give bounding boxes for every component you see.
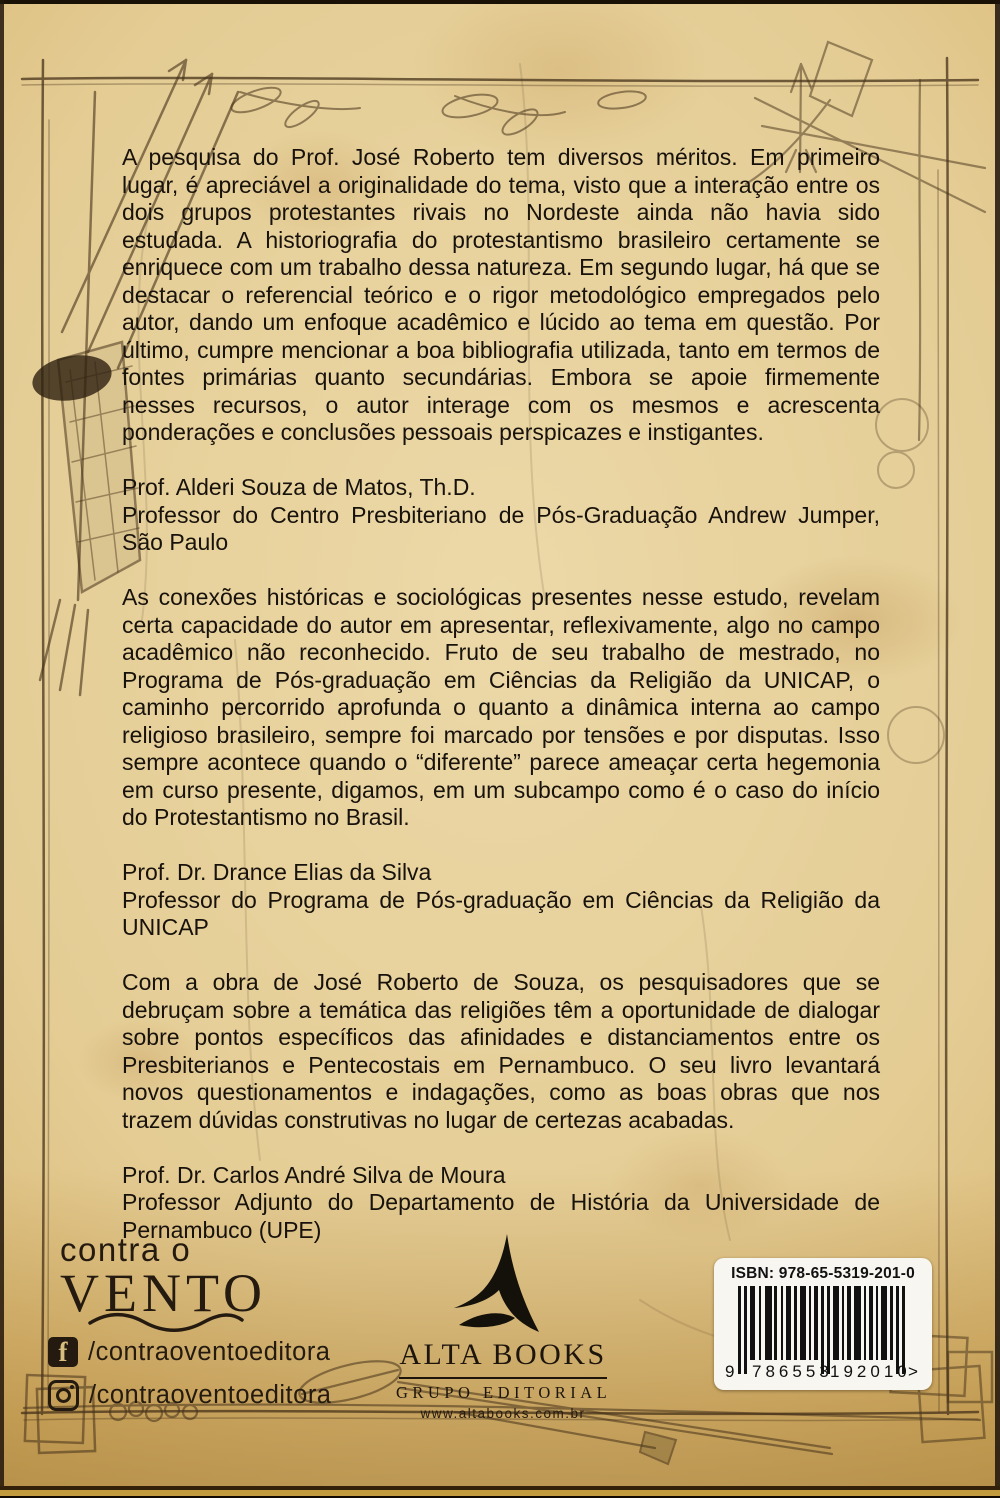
instagram-row	[48, 1379, 332, 1411]
barcode-digit-group1: 786553	[752, 1362, 833, 1381]
altabooks-divider	[399, 1377, 607, 1379]
author-role: Professor do Programa de Pós-graduação em Ciências da Religião da UNICAP	[122, 886, 880, 940]
endorsement-quote-2: As conexões históricas e sociológicas presentes nesse estudo, revelam certa capacidade do autor em apresentar, reflexivamente, algo no campo acadêmico não reconhecido. Fruto de seu trabalho de mestrado, no Programa de Pós-graduação em Ciências da Religião da UNICAP, o caminho percorrido aprofunda o quanto a dinâmica interna ao campo religioso brasileiro, sempre foi marcado por tensões e por disputas. Isso sempre acontece quando o “diferente” parece ameaçar certa hegemonia em curso presente, digamos, em um subcampo como é o caso do início do Protestantismo no Brasil.	[122, 584, 880, 830]
page-edge-left	[0, 0, 4, 1498]
facebook-icon: f	[48, 1337, 78, 1367]
altabooks-name: ALTA BOOKS	[399, 1338, 607, 1371]
facebook-row	[48, 1336, 332, 1368]
author-role: Professor do Centro Presbiteriano de Pós-Graduação Andrew Jumper, São Paulo	[122, 501, 880, 555]
author-name: Prof. Alderi Souza de Matos, Th.D.	[122, 474, 476, 500]
vento-logo-line1: contra o	[60, 1231, 192, 1268]
contra-o-vento-logo	[60, 1233, 267, 1333]
author-name: Prof. Dr. Carlos André Silva de Moura	[122, 1161, 506, 1188]
isbn-label-card	[714, 1258, 932, 1390]
altabooks-logo-block	[396, 1232, 610, 1421]
barcode-digit-group2: 192010	[830, 1362, 911, 1381]
page-edge-right	[995, 0, 1000, 1498]
page-edge-top	[0, 0, 1000, 4]
author-name: Prof. Dr. Drance Elias da Silva	[122, 859, 432, 885]
barcode-digits	[724, 1362, 922, 1382]
endorsement-attribution-2	[122, 859, 880, 942]
instagram-icon	[48, 1380, 79, 1411]
barcode-arrow: >	[908, 1362, 922, 1381]
facebook-handle: /contraoventoeditora	[88, 1337, 331, 1366]
altabooks-logo-icon	[451, 1232, 555, 1332]
instagram-handle: /contraoventoeditora	[89, 1380, 332, 1409]
ean-barcode	[724, 1286, 922, 1382]
endorsement-attribution-1	[122, 474, 880, 557]
endorsement-quote-3: Com a obra de José Roberto de Souza, os pesquisadores que se debruçam sobre a temática das religiões têm a oportunidade de dialogar sobre pontos específicos das afinidades e distanciamentos entre os Presbiterianos e Pentecostais em Pernambuco. O seu livro levantará novos questionamentos e indagações, como as boas obras que nos trazem dúvidas construtivas no lugar de certezas acabadas.	[122, 969, 880, 1133]
barcode-digit-left: 9	[725, 1362, 739, 1381]
endorsement-quote-1: A pesquisa do Prof. José Roberto tem diversos méritos. Em primeiro lugar, é apreciável a originalidade do tema, visto que a interação entre os dois grupos protestantes rivais no Nordeste ainda não havia sido estudada. A historiografia do protestantismo brasileiro certamente se enriquece com um trabalho dessa natureza. Em segundo lugar, há que se destacar o referencial teórico e o rigor metodológico empregados pelo autor, dando um enfoque acadêmico e lúcido ao tema em questão. Por último, cumpre mencionar a boa bibliografia utilizada, tanto em termos de fontes primárias quanto secundárias. Embora se apoie firmemente nesses recursos, o autor interage com os mesmos e acrescenta ponderações e conclusões pessoais perspicazes e instigantes.	[122, 144, 880, 445]
social-links	[48, 1336, 332, 1422]
vento-logo-line2: VENTO	[60, 1263, 267, 1323]
altabooks-website: www.altabooks.com.br	[420, 1406, 586, 1421]
endorsements-section	[122, 144, 880, 1272]
altabooks-subtitle: GRUPO EDITORIAL	[396, 1383, 612, 1402]
isbn-text: ISBN: 978-65-5319-201-0	[731, 1265, 915, 1282]
author-role: Professor Adjunto do Departamento de História da Universidade de Pernambuco (UPE)	[122, 1189, 880, 1243]
